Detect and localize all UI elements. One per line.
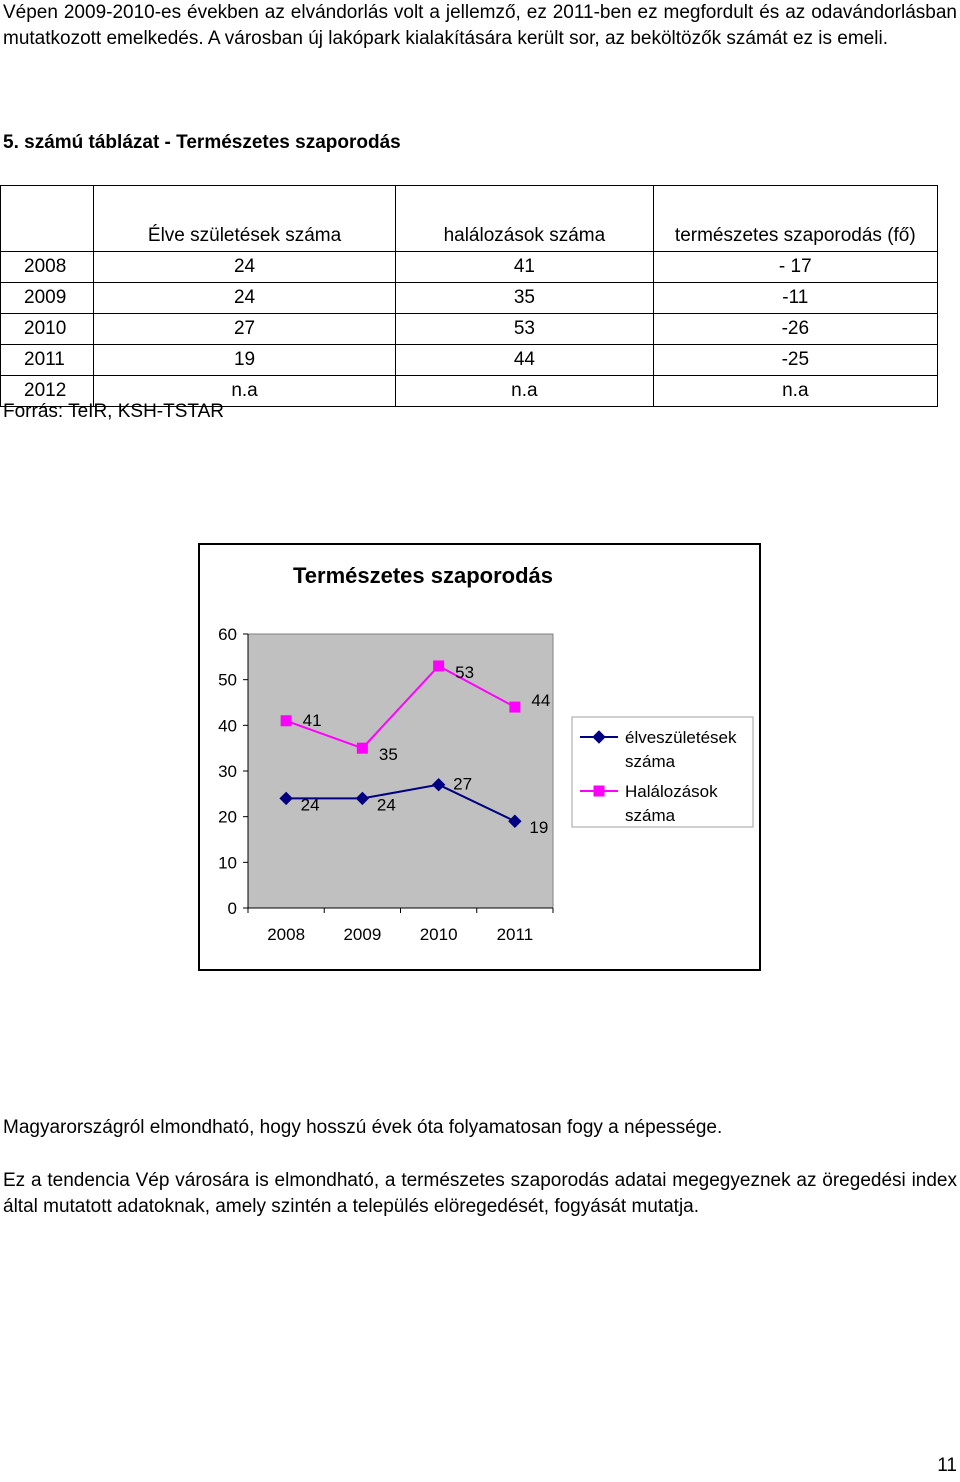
legend-swatch-marker [594,786,604,796]
table-source: Forrás: TeIR, KSH-TSTAR [3,401,224,422]
legend-label-line2: száma [625,752,676,771]
x-tick-label: 2010 [419,925,458,944]
data-point [510,702,520,712]
table-cell-deaths: 35 [396,283,653,314]
y-tick-label: 50 [218,670,237,690]
data-label: 24 [376,795,396,815]
table-cell-deaths: 41 [396,252,653,283]
table-cell-natural-increase: -26 [653,314,937,345]
data-label: 53 [455,662,475,682]
plot-area [248,634,553,908]
data-label: 19 [529,818,549,838]
paragraph-2: Magyarországról elmondható, hogy hosszú évek óta folyamatosan fogy a népessége. [3,1117,723,1138]
paragraph-3: Ez a tendencia Vép városára is elmondható, a természetes szaporodás adatai megegyeznek az öregedési index által mutatott adatoknak, amely szintén a település elöregedését, fogyását mutatja. [3,1170,957,1217]
data-label: 44 [531,691,551,711]
table-cell-natural-increase: -11 [653,283,937,314]
table-header-births: Élve születések száma [93,186,395,252]
y-tick-label: 40 [218,716,237,736]
table-cell-year: 2011 [1,345,94,376]
table-header-row [1,186,938,252]
table-cell-natural-increase: -25 [653,345,937,376]
table-header-year [1,186,94,252]
chart-title: Természetes szaporodás [292,563,554,588]
legend-label-line2: száma [625,806,676,825]
natural-increase-table [0,185,938,407]
table-cell-births: 24 [93,283,395,314]
y-tick-label: 20 [218,807,237,827]
table-cell-deaths: 53 [396,314,653,345]
data-point [281,716,291,726]
x-tick-label: 2009 [343,925,382,944]
page-number: 11 [937,1455,957,1476]
y-tick-label: 60 [218,625,237,644]
table-cell-year: 2010 [1,314,94,345]
data-label: 41 [302,710,322,730]
x-tick-label: 2011 [496,925,534,944]
table-caption: 5. számú táblázat - Természetes szaporodás [3,132,401,153]
data-label: 27 [453,774,473,794]
table-cell-year: 2009 [1,283,94,314]
line-chart [200,545,759,969]
table-cell-births: 27 [93,314,395,345]
table-cell-deaths: n.a [396,376,653,407]
data-point [434,661,444,671]
table-cell-births: 19 [93,345,395,376]
y-tick-label: 0 [227,899,237,918]
table-cell-deaths: 44 [396,345,653,376]
table-cell-natural-increase: n.a [653,376,937,407]
intro-paragraph: Vépen 2009-2010-es években az elvándorlás volt a jellemző, ez 2011-ben ez megfordult és az odavándorlásban mutatkozott emelkedés. A városban új lakópark kialakítására került sor, az beköltözők számát ez is emeli. [3,2,957,49]
chart-frame [198,543,761,971]
y-tick-label: 30 [218,762,237,781]
table-row [1,252,938,283]
y-tick-label: 10 [218,853,237,873]
table-row [1,314,938,345]
data-label: 35 [378,745,398,765]
data-point [357,743,367,753]
x-tick-label: 2008 [267,925,306,944]
data-label: 24 [300,795,320,815]
table-row [1,345,938,376]
table-header-natural-increase: természetes szaporodás (fő) [653,186,937,252]
table-header-deaths: halálozások száma [396,186,653,252]
legend-label: élveszületések [625,728,737,747]
table-cell-births: n.a [93,376,395,407]
table-cell-births: 24 [93,252,395,283]
table-cell-natural-increase: - 17 [653,252,937,283]
legend-label: Halálozások [625,782,718,801]
table-cell-year: 2008 [1,252,94,283]
table-row [1,283,938,314]
table-cell-year: 2012 [1,376,94,407]
